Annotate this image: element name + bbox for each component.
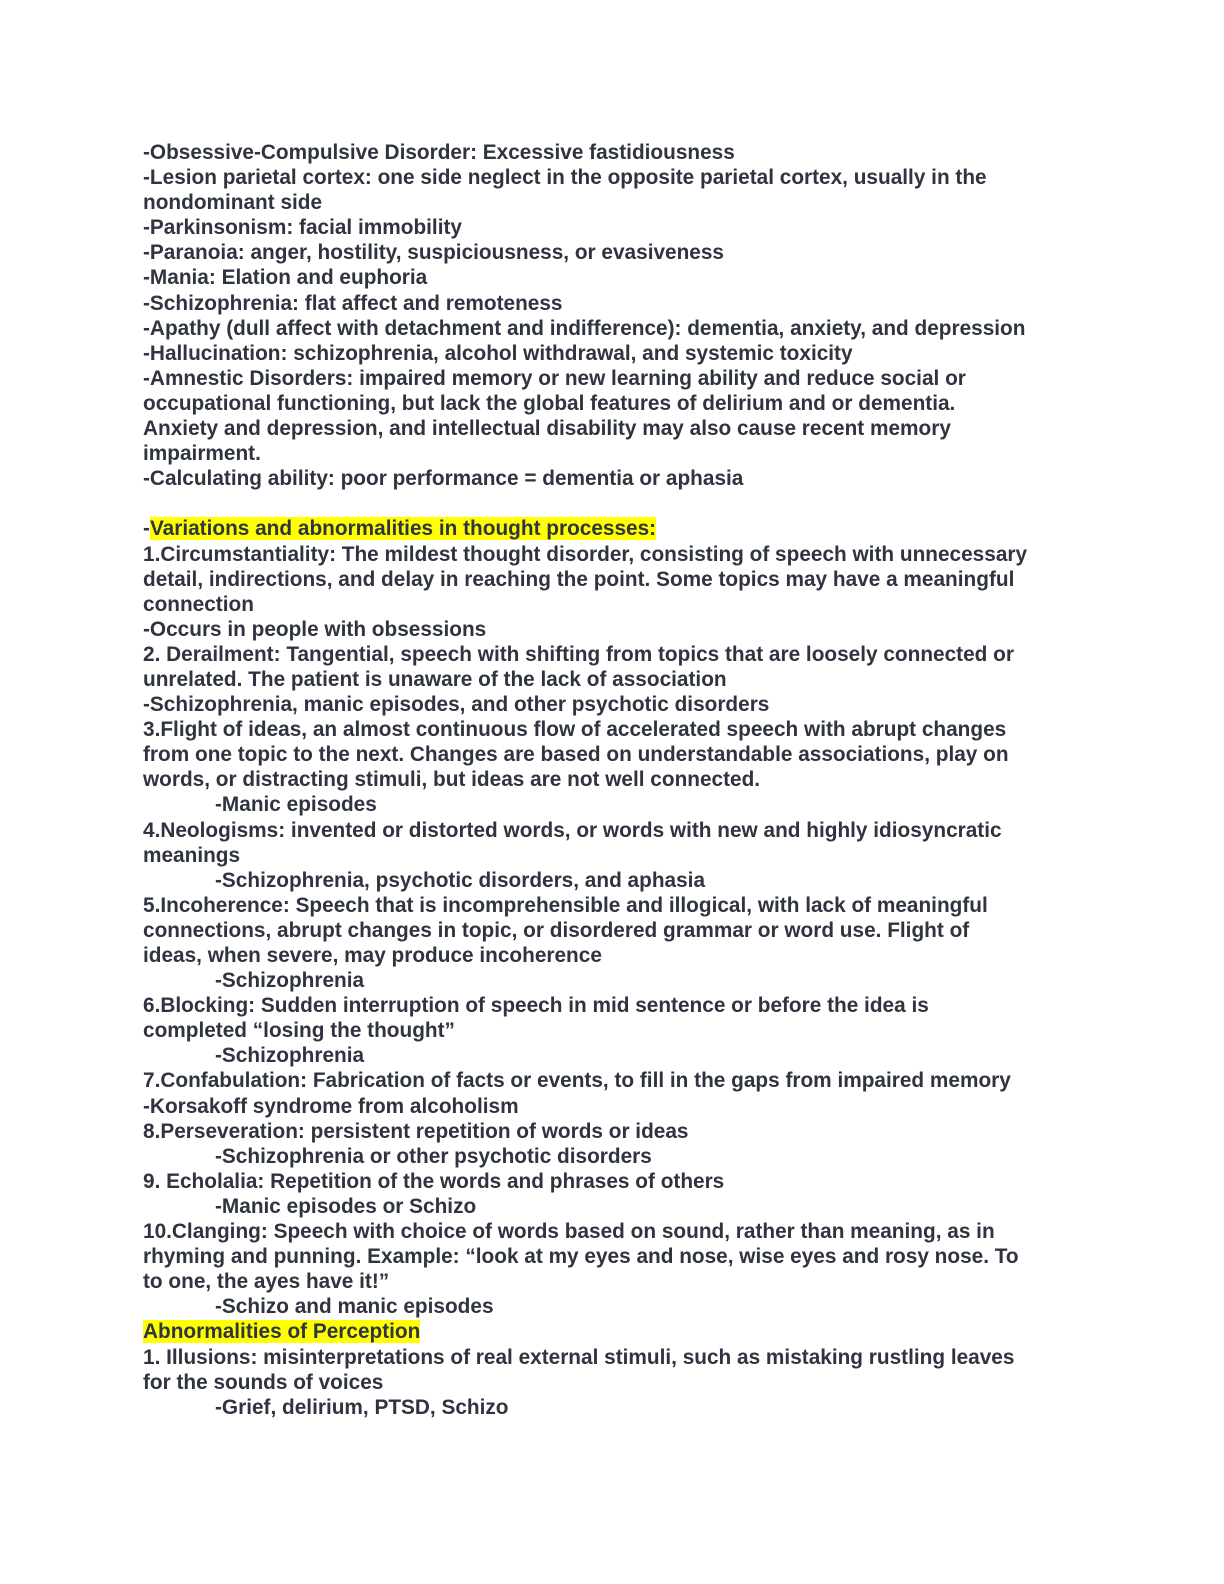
text-line: 6.Blocking: Sudden interruption of speech in mid sentence or before the idea is — [143, 994, 929, 1018]
text-line: nondominant side — [143, 191, 323, 215]
text-line: -Lesion parietal cortex: one side neglect in the opposite parietal cortex, usually in the — [143, 166, 987, 190]
text-line: -Apathy (dull affect with detachment and indifference): dementia, anxiety, and depression — [143, 316, 1026, 340]
text-line: -Obsessive-Compulsive Disorder: Excessive fastidiousness — [143, 141, 735, 164]
text-line: 10.Clanging: Speech with choice of words based on sound, rather than meaning, as in — [143, 1220, 995, 1244]
text-line: 5.Incoherence: Speech that is incomprehensible and illogical, with lack of meaningful — [143, 893, 988, 917]
thought-processes-heading — [143, 516, 1074, 541]
indented-line: -Manic episodes or Schizo — [215, 1194, 477, 1218]
highlighted-heading: Variations and abnormalities in thought processes: — [149, 517, 657, 541]
heading-dash: - — [143, 517, 150, 541]
text-line: detail, indirections, and delay in reaching the point. Some topics may have a meaningful — [143, 567, 1015, 591]
text-line: -Parkinsonism: facial immobility — [143, 216, 462, 240]
text-line: -Schizophrenia: flat affect and remoteness — [143, 291, 563, 315]
text-line: unrelated. The patient is unaware of the lack of association — [143, 667, 727, 691]
text-line: -Amnestic Disorders: impaired memory or new learning ability and reduce social or — [143, 366, 966, 390]
text-line: 7.Confabulation: Fabrication of facts or events, to fill in the gaps from impaired memory — [143, 1069, 1011, 1093]
indented-line: -Schizophrenia, psychotic disorders, and aphasia — [215, 868, 706, 892]
indented-line: -Schizo and manic episodes — [215, 1295, 494, 1319]
text-line: to one, the ayes have it!” — [143, 1270, 390, 1294]
text-line: rhyming and punning. Example: “look at my eyes and nose, wise eyes and rosy nose. To — [143, 1245, 1019, 1269]
text-line: words, or distracting stimuli, but ideas are not well connected. — [143, 768, 761, 792]
text-line: -Mania: Elation and euphoria — [143, 266, 428, 290]
text-line: Anxiety and depression, and intellectual disability may also cause recent memory — [143, 417, 951, 441]
indented-line: -Schizophrenia — [215, 1044, 365, 1068]
intro-section — [143, 140, 1074, 491]
text-line: meanings — [143, 843, 241, 867]
perception-heading — [143, 1319, 1074, 1344]
text-line: -Calculating ability: poor performance = dementia or aphasia — [143, 467, 744, 491]
text-line: 4.Neologisms: invented or distorted words, or words with new and highly idiosyncratic — [143, 818, 1002, 842]
text-line: from one topic to the next. Changes are based on understandable associations, play on — [143, 743, 1009, 767]
text-line: completed “losing the thought” — [143, 1019, 455, 1043]
highlighted-heading: Abnormalities of Perception — [143, 1320, 421, 1344]
indented-line: -Schizophrenia or other psychotic disorders — [215, 1144, 652, 1168]
text-line: connection — [143, 592, 254, 616]
text-line: for the sounds of voices — [143, 1370, 384, 1394]
indented-line: -Manic episodes — [215, 793, 377, 817]
indented-line: -Schizophrenia — [215, 969, 365, 993]
text-line: 1. Illusions: misinterpretations of real external stimuli, such as mistaking rustling leaves — [143, 1345, 1015, 1369]
text-line: 9. Echolalia: Repetition of the words and phrases of others — [143, 1169, 725, 1193]
text-line: -Occurs in people with obsessions — [143, 617, 487, 641]
text-line: impairment. — [143, 442, 261, 466]
text-line: connections, abrupt changes in topic, or disordered grammar or word use. Flight of — [143, 918, 970, 942]
text-line: -Schizophrenia, manic episodes, and other psychotic disorders — [143, 693, 770, 717]
text-line: -Hallucination: schizophrenia, alcohol withdrawal, and systemic toxicity — [143, 341, 853, 365]
blank-line — [143, 491, 1074, 516]
text-line: 8.Perseveration: persistent repetition of words or ideas — [143, 1119, 689, 1143]
text-line: 3.Flight of ideas, an almost continuous flow of accelerated speech with abrupt changes — [143, 718, 1007, 742]
thought-processes-section — [143, 516, 1074, 1319]
text-line: 1.Circumstantiality: The mildest thought disorder, consisting of speech with unnecessary — [143, 542, 1028, 566]
text-line: 2. Derailment: Tangential, speech with shifting from topics that are loosely connected or — [143, 642, 1014, 666]
indented-line: -Grief, delirium, PTSD, Schizo — [215, 1395, 509, 1419]
text-line: -Korsakoff syndrome from alcoholism — [143, 1094, 519, 1118]
text-line: occupational functioning, but lack the global features of delirium and or dementia. — [143, 391, 956, 415]
text-line: -Paranoia: anger, hostility, suspiciousness, or evasiveness — [143, 241, 725, 265]
perception-section — [143, 1319, 1074, 1419]
text-line: ideas, when severe, may produce incoherence — [143, 944, 602, 967]
